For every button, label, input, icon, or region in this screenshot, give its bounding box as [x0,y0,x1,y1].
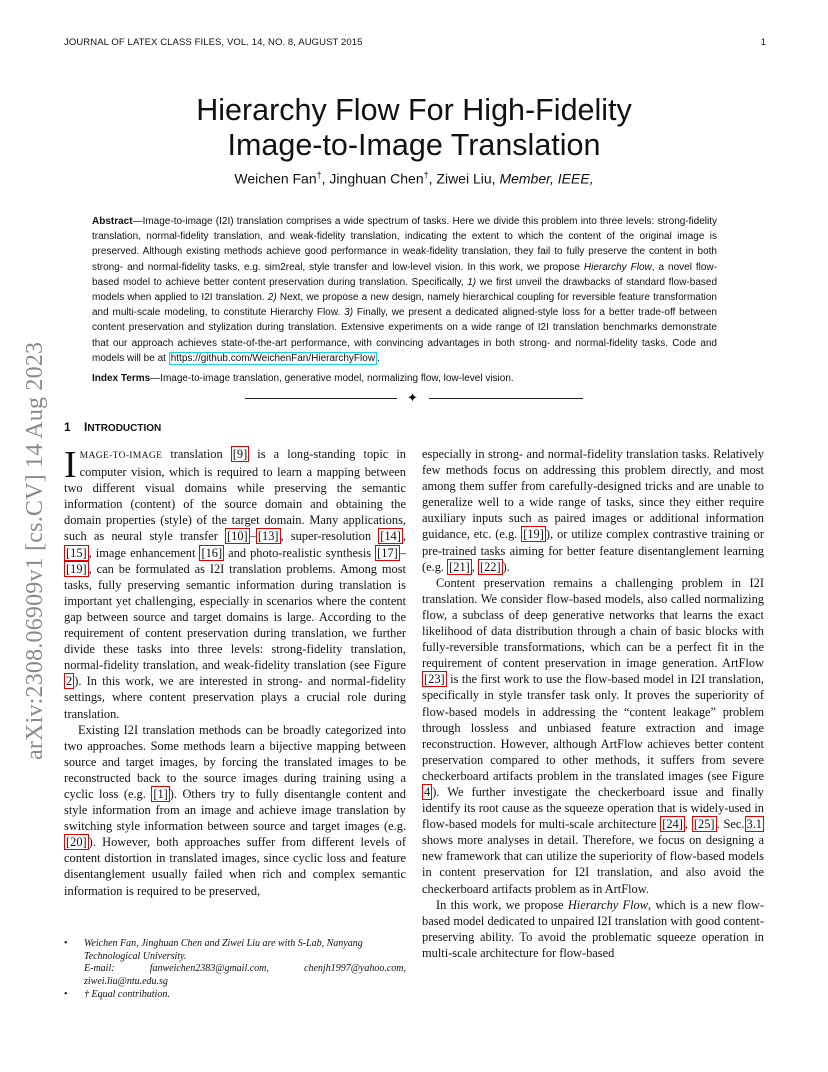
abstract-text: Finally, we present a dedicated aligned-style loss for a better trade-off between content preservation and stylization during translation. Extensive experiments on a wide range of I2I translation benchmarks demonstrate that our approach achieves state-of-the-art performance, with convincing advantages in both strong- and normal-fidelity tasks. Code and models will be at [92,307,717,364]
citation-link[interactable]: [22] [479,559,501,574]
abstract-text: , a novel flow-based model to achieve better content preservation during translation. Specifically, [92,261,717,288]
citation-link[interactable]: [24] [662,817,683,832]
citation-link[interactable]: [20] [66,835,87,850]
abstract-step-number: 2) [267,292,277,304]
text: ). However, both approaches suffer from different levels of content distortion in translated images, since cyclic loss and feature disentanglement usually failed when rich and complex semantic information is required to be preserved, [64,835,406,898]
citation-link[interactable]: [15] [66,545,87,560]
text: and photo-realistic synthesis [224,545,376,560]
drop-cap: I [64,444,77,486]
text: – [399,545,406,560]
arxiv-stamp: arXiv:2308.06909v1 [cs.CV] 14 Aug 2023 [22,341,48,760]
text: Existing I2I translation methods can be broadly categorized into two approaches. Some methods learn a bijective mapping between source and target images, by forcing the translated images to be reconstructed back to the source images during training using a cyclic loss (e.g. [64,722,406,801]
footnote-text: † Equal contribution. [84,989,170,1000]
email-row [84,963,406,976]
code-repository-link[interactable]: https://github.com/WeichenFan/HierarchyFlow [170,352,376,364]
section-title-rest: NTRODUCTION [87,423,162,434]
text: , [684,817,692,832]
text: translation [162,447,231,461]
divider-rule-right [429,398,583,399]
citation-link[interactable]: [19] [523,527,544,542]
citation-link[interactable]: [13] [257,529,279,544]
figure-link[interactable]: 2 [66,674,73,689]
email-address: chenjh1997@yahoo.com, [304,963,406,974]
footnotes [64,938,406,1003]
text: is the first work to use the flow-based model in I2I translation, specifically in style transfer task only. It proves the superiority of flow-based models in addressing the “content leakage” problem through lossless and unbiased feature extraction and image reconstruction. However, although ArtFlow achieves better content preservation compared to other methods, it suffers from severe checkerboard artifacts problem in the translated images (see Figure [422,672,764,783]
title-line-2: Image-to-Image Translation [227,128,601,163]
equal-contribution-mark: † [423,170,429,180]
text: Content preservation remains a challenging problem in I2I translation. We consider flow-based models, also called normalizing flow, a subclass of deep generative networks that learns the exact likelihood of data distribution through a chain of basic blocks with fully-reversible transformations, which can be a perfect fit in the requirement of content preservation in image generation. ArtFlow [422,575,764,671]
abstract-text: —Image-to-image (I2I) translation comprises a wide spectrum of tasks. Here we divide this problem into three levels: strong-fidelity translation, normal-fidelity translation, and weak-fidelity translation, indicating the extent to which the content of the original image is preserved. Although existing methods achieve good performance in weak-fidelity translation, they fail to fully preserve the content in both strong- and normal-fidelity tasks, e.g. sim2real, style transfer and low-level vision. In this work, we propose [92,216,717,273]
citation-link[interactable]: [23] [424,672,445,687]
footnote-text: Weichen Fan, Jinghuan Chen and Ziwei Liu are with S-Lab, Nanyang Technological University. [84,938,363,962]
running-header [64,37,363,48]
text: ). Others try to fully disentangle content and style information from an image and achieve image translation by switching style information between source and target images (e.g. [64,786,406,834]
text: ), or utilize complex contrastive training or pre-trained tasks aiming for better feature disentanglement learning (e.g. [422,527,764,574]
section-divider [245,391,583,405]
figure-link[interactable]: 4 [424,784,431,799]
divider-rule-left [245,398,397,399]
section-title-initial: I [84,420,88,434]
text: – [249,529,256,544]
author-membership: Member, IEEE, [499,170,594,187]
text: , which is a new flow-based model dedicated to unpaired I2I translation with good content-preserving ability. To avoid the problematic squeeze operation in multi-scale architecture for flow-based [422,897,764,960]
abstract-end: . [377,352,380,364]
text: shows more analyses in detail. Therefore, we focus on designing a new framework that can utilize the superiority of flow-based models in content preservation for I2I translation, and also avoid the checkerboard artifacts problem as in ArtFlow. [422,833,764,896]
email-address: ziwei.liu@ntu.edu.sg [84,975,168,987]
small-caps-lead: MAGE-TO-IMAGE [79,450,163,461]
divider-diamond-icon: ✦ [407,390,418,405]
journal-name: JOURNAL OF LATEX CLASS FILES, VOL. 14, NO. 8, AUGUST 2015 [64,37,363,48]
paper-title [90,93,738,163]
footnote-equal-contribution [64,989,406,1002]
index-terms-label: Index Terms [92,373,151,384]
section-number: 1 [64,420,71,434]
text: ). In this work, we are interested in strong- and normal-fidelity settings, where content preservation plays a crucial role during translation. [64,674,406,721]
paragraph [422,897,764,961]
text: especially in strong- and normal-fidelity translation tasks. Relatively few methods focus on addressing this problem directly, and most among them suffer from carefully-designed tricks and are unable to generalize well to a wide range of tasks, since they either require auxiliary inputs such as paired images or additional information guidance, etc. (e.g. [422,447,764,542]
equal-contribution-mark: † [316,170,322,180]
author-3: Ziwei Liu, [436,170,496,187]
section-heading [64,420,161,434]
page-number: 1 [760,37,766,48]
bullet-icon: • [64,989,68,1000]
author-2: Jinghuan Chen [329,170,424,187]
email-label: E-mail: [84,963,115,974]
paragraph [422,446,764,575]
text: , can be formulated as I2I translation problems. Among most tasks, fully preserving semantic information during translation is important yet challenging, especially in scenarios where the content gap between source and target domains is large. According to the requirement of content preservation during translation, we further divide these tasks into three levels: strong-fidelity translation, normal-fidelity translation, and weak-fidelity translation (see Figure [64,561,406,673]
abstract-step-number: 3) [344,307,354,319]
citation-link[interactable]: [10] [227,529,248,544]
citation-link[interactable]: [17] [377,545,398,560]
citation-link[interactable]: [9] [232,447,248,461]
text: . Sec. [716,817,745,832]
author-list: Weichen Fan†, Jinghuan Chen†, Ziwei Liu, Member, IEEE, [234,170,594,187]
right-column [422,446,764,961]
section-link[interactable]: 3.1 [746,817,763,832]
text: ). We further investigate the checkerboard issue and finally identify its root cause as the squeeze operation that is widely-used in flow-based models for multi-scale architecture [422,784,764,832]
text: , super-resolution [280,529,379,544]
abstract-text: we first unveil the drawbacks of standard flow-based models when applied to I2I translation. [92,276,718,304]
left-column [64,446,406,899]
citation-link[interactable]: [16] [201,545,223,560]
email-address: fanweichen2383@gmail.com, [149,963,269,974]
index-terms [92,372,717,386]
footnote-affiliation [64,938,406,988]
model-name: Hierarchy Flow [567,897,649,912]
abstract-text: Next, we propose a new design, namely hierarchical coupling for reversible feature transformation and multi-scale modeling, to constitute Hierarchy Flow. [92,292,717,319]
citation-link[interactable]: [19] [66,561,87,576]
text: , [471,559,478,574]
abstract-step-number: 1) [467,276,477,288]
text: is a long-standing topic in computer vision, which is required to learn a mapping between two different visual domains while preserving the semantic information (content) of the source domain and obtaining the domain properties (style) of the target domain. Many applications, such as neural style transfer [64,447,407,544]
text: , [402,529,406,544]
bullet-icon: • [64,938,68,949]
text: ). [502,559,510,574]
text: , image enhancement [88,545,200,560]
paragraph [64,722,406,899]
abstract-model-name: Hierarchy Flow [583,261,652,273]
paragraph [422,575,764,897]
title-line-1: Hierarchy Flow For High-Fidelity [196,93,632,128]
citation-link[interactable]: [25] [693,817,715,832]
index-terms-text: —Image-to-image translation, generative model, normalizing flow, low-level vision. [150,373,514,384]
text: In this work, we propose [436,897,568,912]
abstract [92,214,717,366]
citation-link[interactable]: [21] [449,559,470,574]
abstract-label: Abstract [92,216,133,227]
citation-link[interactable]: [14] [380,529,401,544]
author-1: Weichen Fan [234,170,317,187]
paragraph [64,446,406,722]
citation-link[interactable]: [1] [153,786,168,801]
